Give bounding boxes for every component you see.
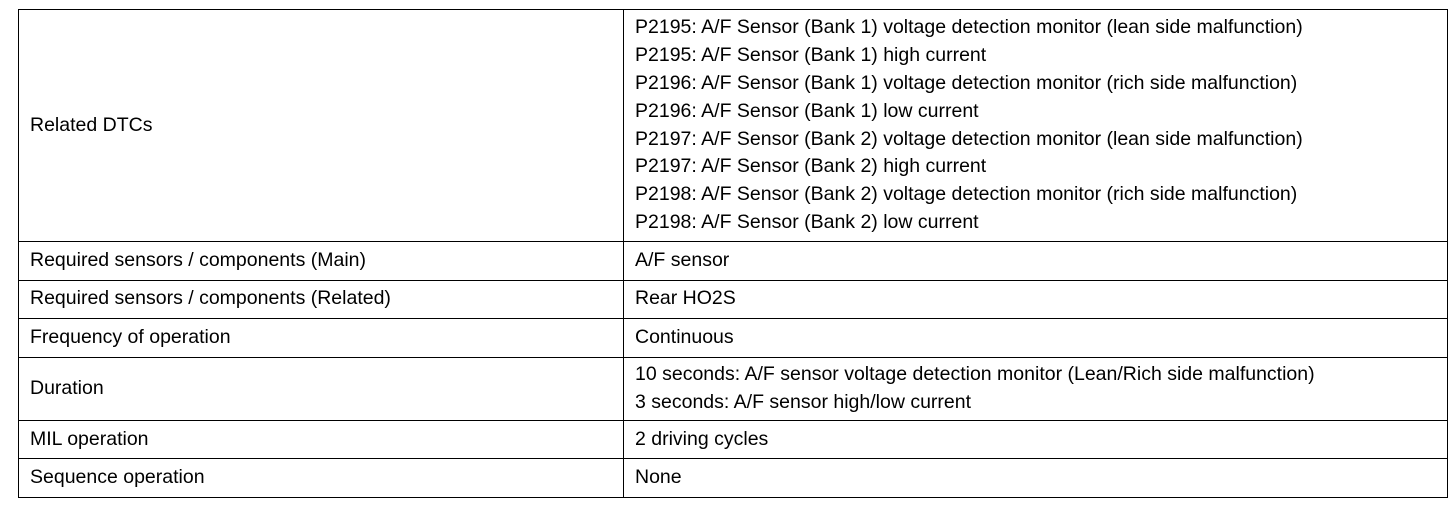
row-value: None (624, 459, 1448, 498)
dtc-line: P2196: A/F Sensor (Bank 1) voltage detection monitor (rich side malfunction) (635, 71, 1298, 94)
dtc-line: P2198: A/F Sensor (Bank 2) voltage detection monitor (rich side malfunction) (635, 183, 1298, 206)
row-value: A/F sensor (624, 242, 1448, 281)
row-value: Continuous (624, 319, 1448, 358)
table-row-required-related (19, 280, 1448, 319)
monitor-spec-table (18, 9, 1448, 498)
dtc-line: P2198: A/F Sensor (Bank 2) low current (635, 210, 979, 233)
row-value (624, 357, 1448, 420)
row-value (624, 10, 1448, 242)
dtc-line: P2195: A/F Sensor (Bank 1) high current (635, 44, 987, 67)
dtc-line: P2197: A/F Sensor (Bank 2) voltage detection monitor (lean side malfunction) (635, 127, 1303, 150)
table-row-required-main (19, 242, 1448, 281)
row-label: Required sensors / components (Main) (19, 242, 624, 281)
table-row-mil-operation (19, 420, 1448, 459)
row-label: Related DTCs (19, 10, 624, 242)
row-value: 2 driving cycles (624, 420, 1448, 459)
table-row-sequence-operation (19, 459, 1448, 498)
table-row-frequency (19, 319, 1448, 358)
table-row-duration (19, 357, 1448, 420)
duration-line: 3 seconds: A/F sensor high/low current (635, 390, 972, 413)
duration-line: 10 seconds: A/F sensor voltage detection monitor (Lean/Rich side malfunction) (635, 362, 1315, 385)
dtc-line: P2197: A/F Sensor (Bank 2) high current (635, 155, 987, 178)
row-label: Required sensors / components (Related) (19, 280, 624, 319)
table-row-related-dtcs (19, 10, 1448, 242)
row-label: Frequency of operation (19, 319, 624, 358)
row-label: MIL operation (19, 420, 624, 459)
row-label: Sequence operation (19, 459, 624, 498)
dtc-line: P2195: A/F Sensor (Bank 1) voltage detection monitor (lean side malfunction) (635, 16, 1303, 39)
dtc-line: P2196: A/F Sensor (Bank 1) low current (635, 99, 979, 122)
row-value: Rear HO2S (624, 280, 1448, 319)
row-label: Duration (19, 357, 624, 420)
